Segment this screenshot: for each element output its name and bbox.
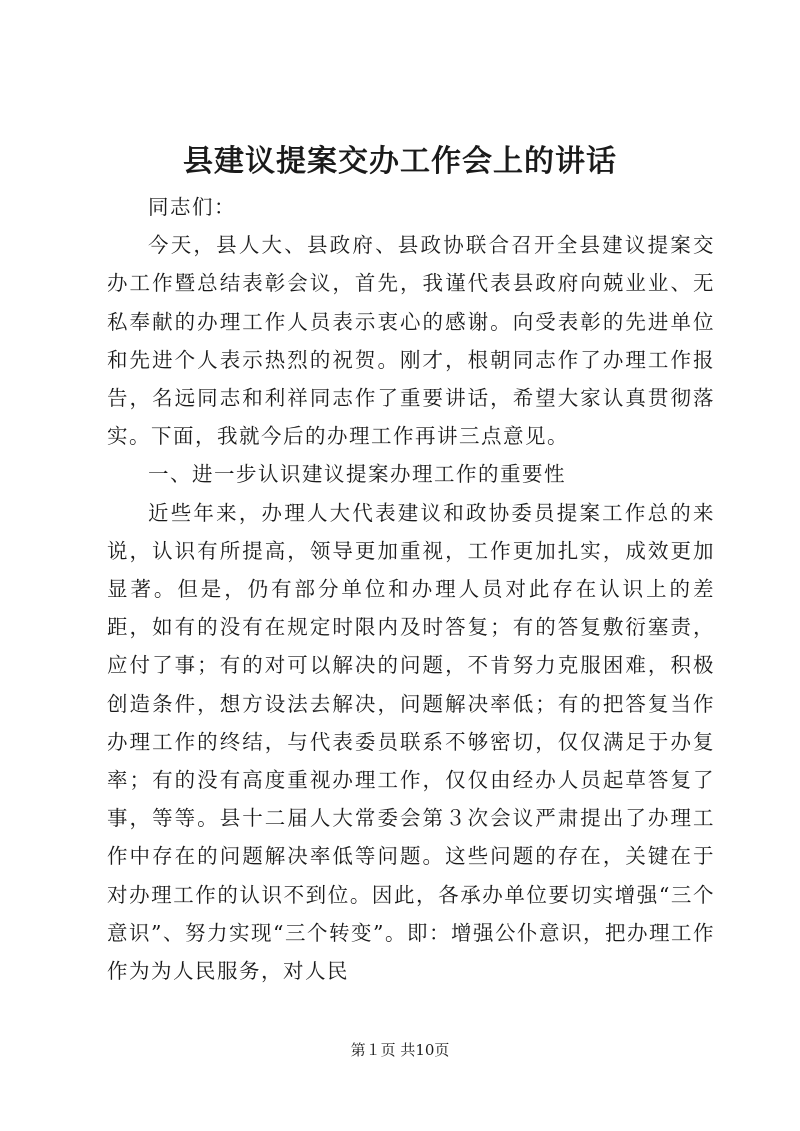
- body-paragraph: 近些年来，办理人大代表建议和政协委员提案工作总的来说，认识有所提高，领导更加重视，工作更加扎实，成效更加显著。但是，仍有部分单位和办理人员对此存在认识上的差距，如有的没有在规定时限内及时答复；有的答复敷衍塞责，应付了事；有的对可以解决的问题，不肯努力克服困难，积极创造条件，想方设法去解决，问题解决率低；有的把答复当作办理工作的终结，与代表委员联系不够密切，仅仅满足于办复率；有的没有高度重视办理工作，仅仅由经办人员起草答复了事，等等。县十二届人大常委会第３次会议严肃提出了办理工作中存在的问题解决率低等问题。这些问题的存在，关键在于对办理工作的认识不到位。因此，各承办单位要切实增强“三个意识”、努力实现“三个转变”。即：增强公仆意识，把办理工作作为为人民服务，对人民: [107, 500, 715, 984]
- document-body: [107, 188, 715, 990]
- salutation-paragraph: 同志们：: [148, 195, 236, 219]
- section-heading: 一、进一步认识建议提案办理工作的重要性: [148, 462, 566, 487]
- body-paragraph: 今天，县人大、县政府、县政协联合召开全县建议提案交办工作暨总结表彰会议，首先，我谨代表县政府向兢业业、无私奉献的办理工作人员表示衷心的感谢。向受表彰的先进单位和先进个人表示热烈的祝贺。刚才，根朝同志作了办理工作报告，名远同志和利祥同志作了重要讲话，希望大家认真贯彻落实。下面，我就今后的办理工作再讲三点意见。: [107, 233, 715, 449]
- document-title: 县建议提案交办工作会上的讲话: [183, 144, 617, 179]
- page-footer: 第１页 共10页: [350, 1041, 450, 1059]
